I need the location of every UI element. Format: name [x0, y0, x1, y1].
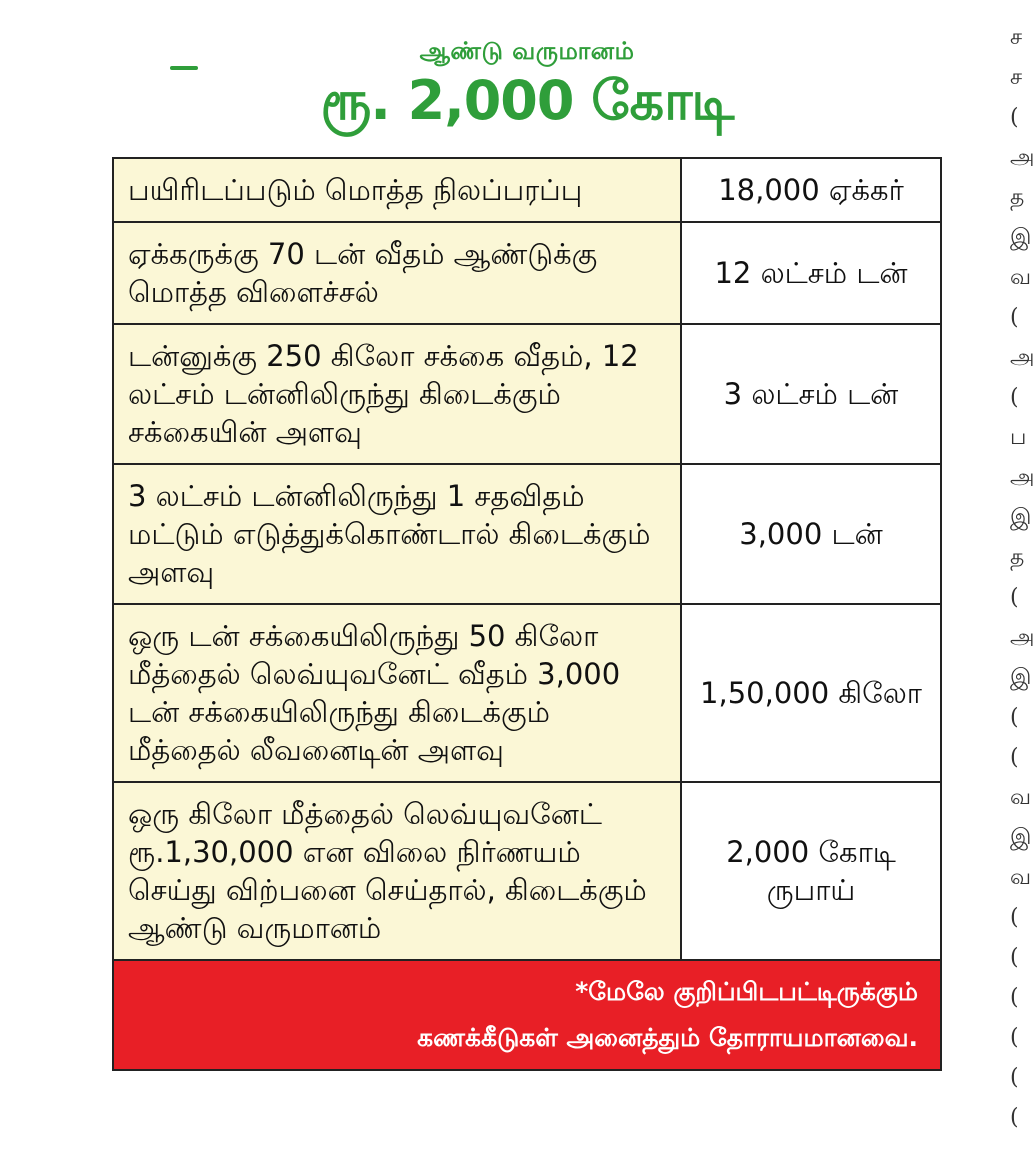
row-value-line: 12 லட்சம் டன் — [714, 256, 908, 290]
row-value — [681, 464, 941, 604]
heading-title: ரூ. 2,000 கோடி — [320, 69, 734, 132]
table-row — [113, 324, 941, 464]
row-value-line: ருபாய் — [766, 873, 856, 907]
footnote-row — [113, 960, 941, 1070]
row-value — [681, 222, 941, 324]
row-description: ஒரு டன் சக்கையிலிருந்து 50 கிலோ மீத்தைல் லெவ்யுவனேட் வீதம் 3,000 டன் சக்கையிலிருந்து கிடைக்கும் மீத்தைல் லீவனைடின் அளவு — [113, 604, 681, 782]
table-row — [113, 782, 941, 960]
row-value — [681, 324, 941, 464]
adjacent-column-clipped-text: ச ச ( அ த இ வ ( அ ( ப அ இ த ( அ இ ( ( வ இ வ ( ( ( ( ( ( — [1010, 25, 1034, 1130]
row-value — [681, 158, 941, 222]
footnote-line: *மேலே குறிப்பிடபட்டிருக்கும் — [575, 977, 918, 1006]
row-value — [681, 604, 941, 782]
heading-block — [112, 36, 942, 134]
table-row — [113, 604, 941, 782]
row-description: பயிரிடப்படும் மொத்த நிலப்பரப்பு — [113, 158, 681, 222]
row-description: 3 லட்சம் டன்னிலிருந்து 1 சதவிதம் மட்டும் எடுத்துக்கொண்டால் கிடைக்கும் அளவு — [113, 464, 681, 604]
footnote — [113, 960, 941, 1070]
footnote-line: கணக்கீடுகள் அனைத்தும் தோராயமானவை. — [417, 1023, 918, 1052]
row-value-line: 2,000 கோடி — [726, 835, 896, 869]
row-description: ஏக்கருக்கு 70 டன் வீதம் ஆண்டுக்கு மொத்த விளைச்சல் — [113, 222, 681, 324]
heading-subtitle: ஆண்டு வருமானம் — [419, 37, 635, 65]
table-row — [113, 222, 941, 324]
row-description: டன்னுக்கு 250 கிலோ சக்கை வீதம், 12 லட்சம் டன்னிலிருந்து கிடைக்கும் சக்கையின் அளவு — [113, 324, 681, 464]
row-value-line: 3 லட்சம் டன் — [723, 377, 899, 411]
row-value-line: 3,000 டன் — [739, 517, 883, 551]
table-row — [113, 464, 941, 604]
row-value-line: 18,000 ஏக்கர் — [718, 173, 904, 207]
table-row — [113, 158, 941, 222]
row-value-line: 1,50,000 கிலோ — [700, 676, 922, 710]
row-value — [681, 782, 941, 960]
calculation-table — [112, 157, 942, 1071]
row-description: ஒரு கிலோ மீத்தைல் லெவ்யுவனேட் ரூ.1,30,000 என விலை நிர்ணயம் செய்து விற்பனை செய்தால், கிடைக்கும் ஆண்டு வருமானம் — [113, 782, 681, 960]
